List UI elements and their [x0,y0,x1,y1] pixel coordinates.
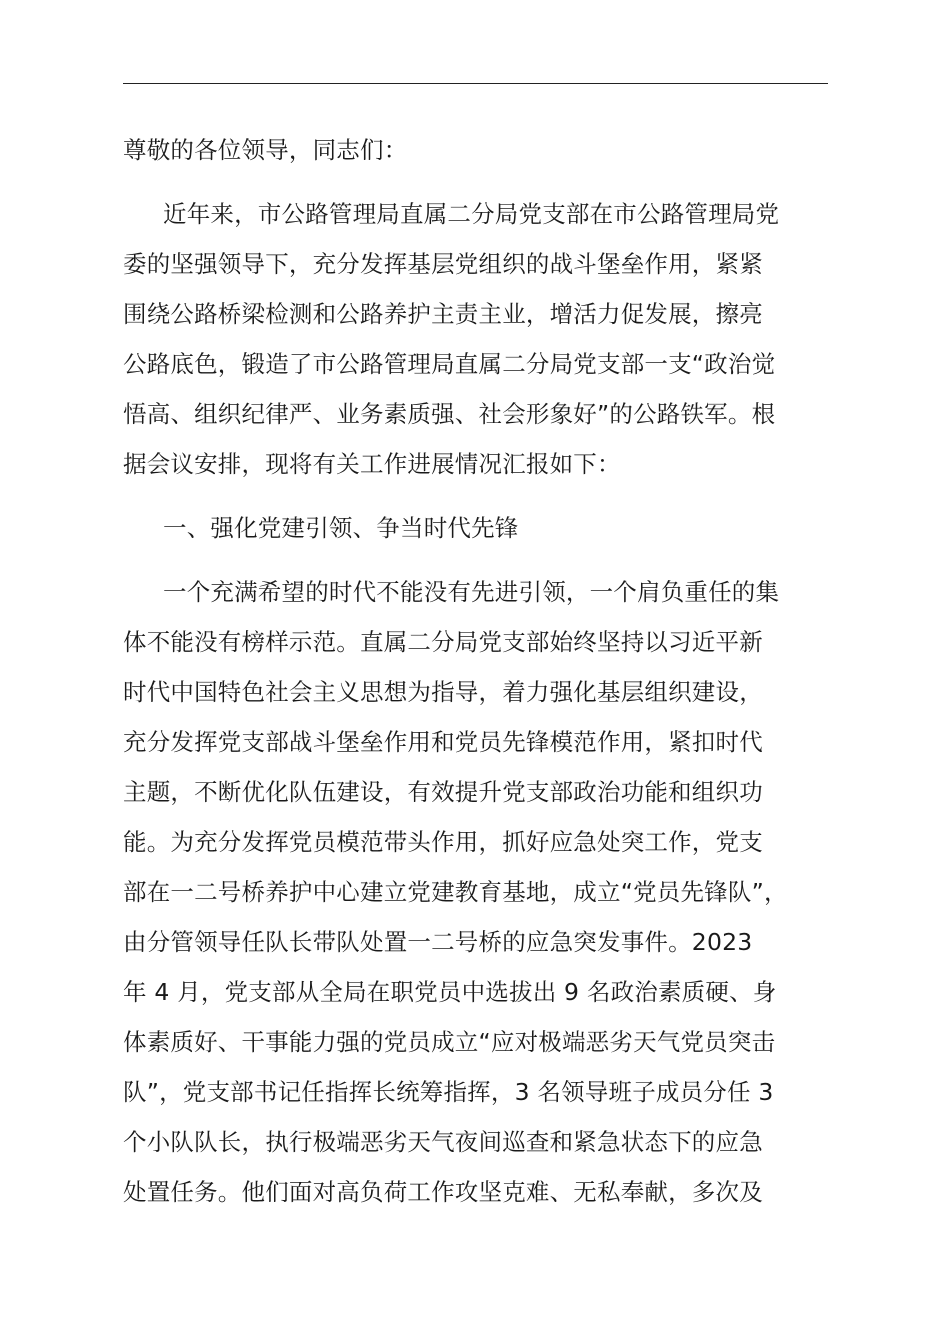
text-line: 围绕公路桥梁检测和公路养护主责主业，增活力促发展，擦亮 [123,300,763,328]
text-line: 一个充满希望的时代不能没有先进引领，一个肩负重任的集 [163,578,780,606]
text-line: 处置任务。他们面对高负荷工作攻坚克难、无私奉献，多次及 [123,1178,763,1206]
text-line: 年 4 月，党支部从全局在职党员中选拔出 9 名政治素质硬、身 [123,978,777,1006]
text-line: 委的坚强领导下，充分发挥基层党组织的战斗堡垒作用，紧紧 [123,250,763,278]
paragraph-gap [123,553,828,567]
text-line: 能。为充分发挥党员模范带头作用，抓好应急处突工作，党支 [123,828,763,856]
document-body [123,125,828,1217]
paragraph-gap [123,489,828,503]
text-line: 体不能没有榜样示范。直属二分局党支部始终坚持以习近平新 [123,628,763,656]
text-line: 主题，不断优化队伍建设，有效提升党支部政治功能和组织功 [123,778,763,806]
text-line: 据会议安排，现将有关工作进展情况汇报如下： [123,450,621,478]
text-line: 近年来，市公路管理局直属二分局党支部在市公路管理局党 [163,200,780,228]
text-line: 时代中国特色社会主义思想为指导，着力强化基层组织建设， [123,678,763,706]
text-line: 充分发挥党支部战斗堡垒作用和党员先锋模范作用，紧扣时代 [123,728,763,756]
text-line: 公路底色，锻造了市公路管理局直属二分局党支部一支“政治觉 [123,350,776,378]
text-line: 体素质好、干事能力强的党员成立“应对极端恶劣天气党员突击 [123,1028,776,1056]
text-line: 由分管领导任队长带队处置一二号桥的应急突发事件。2023 [123,928,753,956]
text-line: 悟高、组织纪律严、业务素质强、社会形象好”的公路铁军。根 [123,400,776,428]
salutation-line: 尊敬的各位领导，同志们： [123,136,408,164]
text-line: 部在一二号桥养护中心建立党建教育基地，成立“党员先锋队”， [123,878,788,906]
text-line: 个小队队长，执行极端恶劣天气夜间巡查和紧急状态下的应急 [123,1128,763,1156]
text-line: 一、强化党建引领、争当时代先锋 [163,514,519,542]
header-rule [123,83,828,84]
text-line: 队”，党支部书记任指挥长统筹指挥，3 名领导班子成员分任 3 [123,1078,774,1106]
paragraph-gap [123,175,828,189]
